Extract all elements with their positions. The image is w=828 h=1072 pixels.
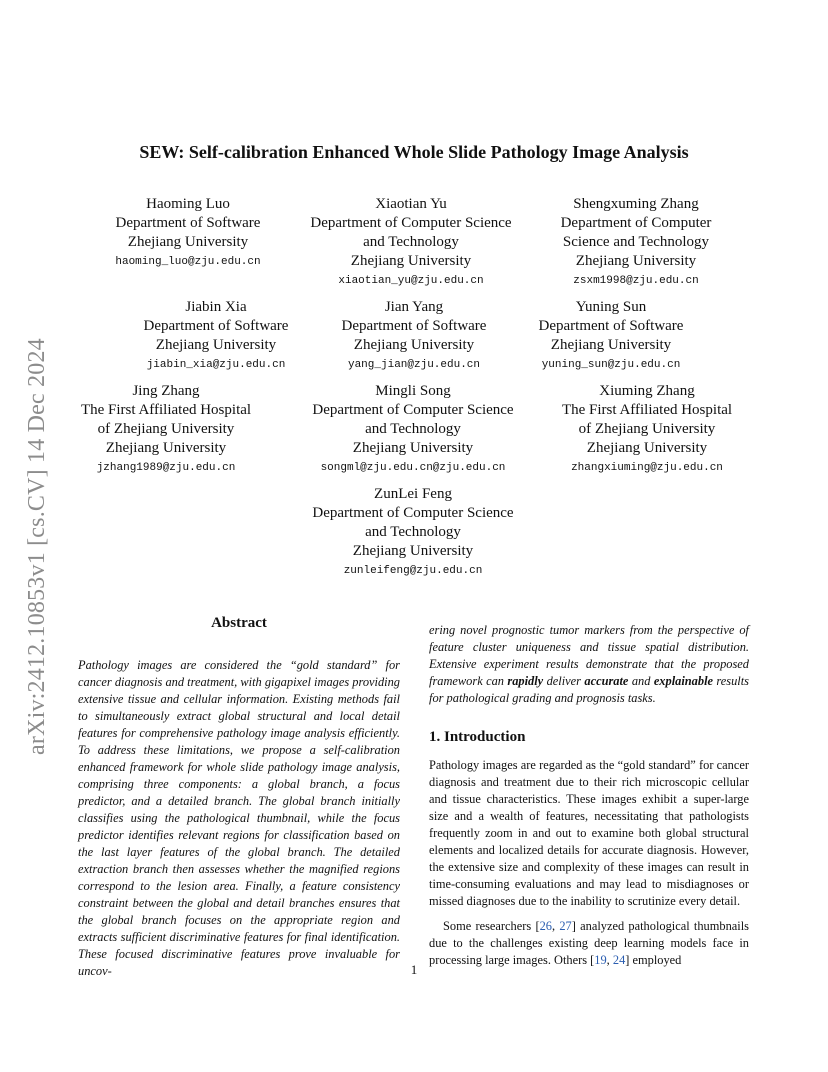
- emphasis-accurate: accurate: [584, 674, 629, 688]
- page-number: 1: [410, 962, 418, 977]
- author-affiliation: Department of Computer Science: [312, 402, 514, 418]
- introduction-paragraph-2: Some researchers [26, 27] analyzed pathological thumbnails due to the challenges existing deep learning models face in processing large images. Others [19, 24] employed: [429, 919, 749, 967]
- author-affiliation: Science and Technology: [562, 234, 710, 250]
- author-name: Jiabin Xia: [185, 299, 247, 315]
- author-block: [88, 195, 288, 272]
- introduction-paragraph-1: Pathology images are regarded as the “gold standard” for cancer diagnosis and treatment due to their rich microscopic cellular and tissue characteristics. These images exhibit a super-large size and a wealth of features, necessitating that pathologists frequently zoom in and out to examine both global structural elements and localized details for accurate diagnosis. However, the extensive size and complexity of these images can result in time-consuming evaluations and may lead to misdiagnoses or missed diagnoses due to the inability to scrutinize every detail.: [429, 758, 749, 908]
- author-email[interactable]: jiabin_xia@zju.edu.cn: [146, 359, 286, 371]
- author-email[interactable]: songml@zju.edu.cn@zju.edu.cn: [320, 462, 506, 474]
- author-affiliation: The First Affiliated Hospital: [561, 402, 733, 418]
- author-email[interactable]: jzhang1989@zju.edu.cn: [96, 462, 236, 474]
- author-name: Mingli Song: [375, 383, 451, 399]
- introduction-heading: 1. Introduction: [429, 729, 526, 745]
- author-block: [511, 298, 711, 375]
- author-affiliation: Department of Computer Science: [312, 505, 514, 521]
- author-block: [298, 382, 528, 478]
- author-name: Shengxuming Zhang: [573, 196, 699, 212]
- author-email[interactable]: haoming_luo@zju.edu.cn: [115, 256, 261, 268]
- author-affiliation: Zhejiang University: [586, 440, 708, 456]
- author-affiliation: Zhejiang University: [353, 337, 475, 353]
- author-name: Yuning Sun: [575, 299, 647, 315]
- author-affiliation: Department of Computer Science: [310, 215, 512, 231]
- author-affiliation: and Technology: [365, 524, 461, 540]
- author-block: [296, 195, 526, 291]
- citation-link[interactable]: 24: [612, 953, 626, 967]
- author-block: [536, 195, 736, 291]
- author-name: Xiaotian Yu: [375, 196, 447, 212]
- author-affiliation: Zhejiang University: [155, 337, 277, 353]
- abstract-text-right: ering novel prognostic tumor markers from the perspective of feature cluster uniqueness and tissue spatial distribution. Extensive experiment results demonstrate that the proposed framework can rapidly deliver accurate and explainable results for pathological grading and prognosis tasks.: [429, 623, 749, 705]
- author-affiliation: of Zhejiang University: [97, 421, 235, 437]
- author-email[interactable]: yang_jian@zju.edu.cn: [347, 359, 481, 371]
- author-affiliation: Zhejiang University: [575, 253, 697, 269]
- author-name: Haoming Luo: [146, 196, 230, 212]
- author-block: [116, 298, 316, 375]
- author-affiliation: Zhejiang University: [350, 253, 472, 269]
- citation-link[interactable]: 26: [539, 919, 552, 933]
- author-name: Jing Zhang: [132, 383, 200, 399]
- citation-link[interactable]: 27: [559, 919, 572, 933]
- emphasis-rapidly: rapidly: [507, 674, 544, 688]
- author-affiliation: and Technology: [363, 234, 459, 250]
- author-email[interactable]: zhangxiuming@zju.edu.cn: [571, 462, 723, 474]
- arxiv-identifier: arXiv:2412.10853v1 [cs.CV] 14 Dec 2024: [24, 338, 50, 755]
- author-block: [314, 298, 514, 375]
- emphasis-explainable: explainable: [653, 674, 714, 688]
- author-affiliation: Zhejiang University: [352, 440, 474, 456]
- author-affiliation: Zhejiang University: [105, 440, 227, 456]
- author-email[interactable]: zunleifeng@zju.edu.cn: [343, 565, 483, 577]
- citation-link[interactable]: 19: [594, 953, 607, 967]
- author-affiliation: Department of Software: [143, 318, 289, 334]
- author-block: [298, 485, 528, 581]
- author-affiliation: Zhejiang University: [127, 234, 249, 250]
- author-block: [547, 382, 747, 478]
- author-affiliation: Department of Software: [538, 318, 684, 334]
- abstract-heading: Abstract: [211, 615, 267, 631]
- author-affiliation: and Technology: [365, 421, 461, 437]
- author-affiliation: The First Affiliated Hospital: [80, 402, 252, 418]
- author-email[interactable]: zsxm1998@zju.edu.cn: [573, 275, 699, 287]
- author-block: [66, 382, 266, 478]
- author-email[interactable]: xiaotian_yu@zju.edu.cn: [338, 275, 484, 287]
- author-name: Jian Yang: [384, 299, 444, 315]
- author-email[interactable]: yuning_sun@zju.edu.cn: [541, 359, 681, 371]
- author-affiliation: Zhejiang University: [550, 337, 672, 353]
- abstract-text-left: Pathology images are considered the “gold standard” for cancer diagnosis and treatment, with gigapixel images providing extensive tissue and cellular information. Existing methods fail to simultaneously extract global structural and local detail features for comprehensive pathology image analysis efficiently. To address these limitations, we propose a self-calibration enhanced framework for whole slide pathology image analysis, comprising three components: a global branch, a focus predictor, and a detailed branch. The global branch initially classifies using the pathological thumbnail, while the focus predictor identifies relevant regions for classification based on the last layer features of the global branch. The detailed extraction branch then assesses whether the magnified regions correspond to the lesion area. Finally, a feature consistency constraint between the global and detail branches ensures that the global branch focuses on the appropriate region and extracts sufficient discriminative features for final identification. These focused discriminative features prove invaluable for uncov-: [78, 658, 400, 978]
- author-name: Xiuming Zhang: [599, 383, 695, 399]
- author-affiliation: Zhejiang University: [352, 543, 474, 559]
- author-affiliation: of Zhejiang University: [578, 421, 716, 437]
- author-affiliation: Department of Software: [341, 318, 487, 334]
- author-affiliation: Department of Computer: [560, 215, 712, 231]
- author-name: ZunLei Feng: [374, 486, 452, 502]
- author-affiliation: Department of Software: [115, 215, 261, 231]
- paper-title: SEW: Self-calibration Enhanced Whole Slide Pathology Image Analysis: [139, 142, 689, 162]
